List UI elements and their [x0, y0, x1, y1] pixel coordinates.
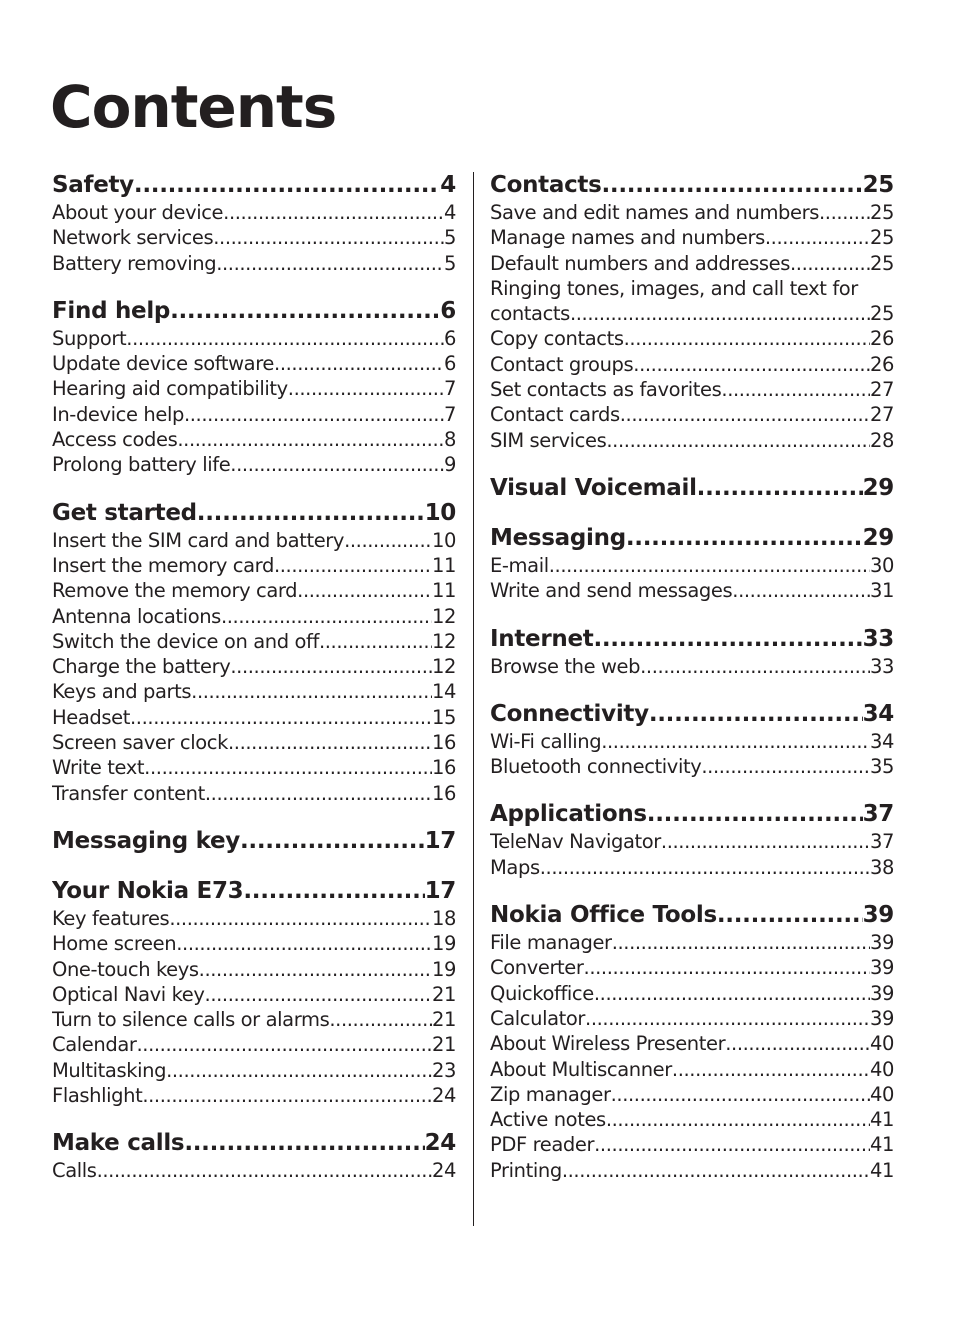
toc-entry-label: File manager — [490, 931, 612, 955]
toc-entry[interactable] — [52, 957, 456, 982]
page-number: 39 — [869, 931, 894, 955]
toc-entry[interactable] — [490, 1107, 894, 1132]
toc-heading[interactable] — [52, 1128, 456, 1158]
toc-entry[interactable] — [490, 377, 894, 402]
dot-leader — [166, 1058, 432, 1083]
toc-entry-label: Update device software — [52, 352, 275, 376]
toc-section — [52, 876, 456, 1108]
toc-heading[interactable] — [52, 170, 456, 200]
toc-left-column — [52, 170, 456, 1204]
toc-entry-label: Optical Navi key — [52, 982, 205, 1006]
toc-entry[interactable] — [52, 931, 456, 956]
dot-leader — [697, 473, 863, 503]
toc-section — [52, 498, 456, 806]
page-number: 39 — [869, 1006, 894, 1030]
toc-entry[interactable] — [52, 654, 456, 679]
page-number: 26 — [869, 327, 894, 351]
dot-leader — [611, 1082, 870, 1107]
page-number: 19 — [431, 957, 456, 981]
page-number: 12 — [431, 629, 456, 653]
toc-heading-label: Your Nokia E73 — [52, 877, 244, 904]
page-number: 27 — [869, 378, 894, 402]
toc-entry[interactable] — [490, 729, 894, 754]
dot-leader — [213, 225, 444, 250]
toc-heading-label: Applications — [490, 801, 647, 828]
toc-entry-wrap-line: Ringing tones, images, and call text for — [490, 276, 858, 300]
toc-entry-label: Active notes — [490, 1108, 606, 1132]
toc-entry[interactable] — [52, 578, 456, 603]
page-number: 28 — [869, 428, 894, 452]
page-number: 24 — [431, 1159, 456, 1183]
page-number: 18 — [431, 906, 456, 930]
page-number: 33 — [862, 625, 894, 652]
toc-entry[interactable] — [490, 1006, 894, 1031]
toc-entry-label: Multitasking — [52, 1058, 167, 1082]
page-number: 25 — [869, 302, 894, 326]
toc-entry-label: Converter — [490, 956, 584, 980]
toc-entry[interactable] — [490, 352, 894, 377]
dot-leader — [344, 528, 432, 553]
toc-entry-label: Flashlight — [52, 1084, 143, 1108]
toc-entry[interactable] — [490, 930, 894, 955]
toc-entry[interactable] — [52, 781, 456, 806]
toc-entry[interactable] — [490, 955, 894, 980]
dot-leader — [221, 604, 432, 629]
page-number: 16 — [431, 781, 456, 805]
dot-leader — [570, 301, 870, 326]
toc-entry[interactable] — [490, 301, 894, 326]
toc-entry-label: Save and edit names and numbers — [490, 201, 819, 224]
dot-leader — [540, 855, 870, 880]
page-number: 7 — [443, 377, 456, 401]
toc-entry[interactable] — [52, 1083, 456, 1108]
toc-entry[interactable] — [52, 982, 456, 1007]
page-number: 15 — [431, 705, 456, 729]
toc-heading-label: Messaging — [490, 524, 626, 551]
page-number: 25 — [869, 201, 894, 224]
page-number: 26 — [869, 352, 894, 376]
dot-leader — [732, 578, 870, 603]
toc-entry-label: Insert the SIM card and battery — [52, 528, 345, 552]
toc-heading[interactable] — [490, 523, 894, 553]
toc-entry-label: contacts — [490, 302, 570, 326]
dot-leader — [170, 296, 440, 326]
toc-entry-label: Prolong battery life — [52, 453, 231, 477]
toc-entry[interactable] — [490, 981, 894, 1006]
toc-entry-label: TeleNav Navigator — [490, 830, 661, 854]
toc-entry-label: Home screen — [52, 932, 177, 956]
page-number: 30 — [869, 553, 894, 577]
dot-leader — [274, 351, 444, 376]
dot-leader — [562, 1158, 870, 1183]
page-number: 19 — [431, 932, 456, 956]
toc-entry[interactable] — [52, 629, 456, 654]
toc-entry[interactable] — [490, 654, 894, 679]
toc-entry-label: One-touch keys — [52, 957, 199, 981]
page-number: 7 — [443, 402, 456, 426]
page-number: 37 — [862, 801, 894, 828]
page-number: 37 — [869, 830, 894, 854]
dot-leader — [243, 876, 424, 906]
toc-right-column — [490, 170, 894, 1203]
toc-entry[interactable] — [490, 1082, 894, 1107]
dot-leader — [602, 170, 863, 200]
page-number: 16 — [431, 731, 456, 755]
toc-entry[interactable] — [490, 326, 894, 351]
toc-entry-label: Keys and parts — [52, 680, 192, 704]
page-number: 6 — [443, 326, 456, 350]
toc-section — [52, 1128, 456, 1183]
page-number: 25 — [869, 251, 894, 275]
page-number: 35 — [869, 755, 894, 779]
dot-leader — [601, 729, 870, 754]
toc-heading[interactable] — [52, 826, 456, 856]
toc-entry-label: Calendar — [52, 1033, 137, 1057]
dot-leader — [223, 200, 444, 225]
dot-leader — [240, 826, 425, 856]
toc-section — [490, 699, 894, 780]
dot-leader — [819, 200, 870, 225]
toc-entry[interactable] — [490, 225, 894, 250]
toc-entry-label: Printing — [490, 1158, 562, 1182]
dot-leader — [790, 251, 870, 276]
toc-heading-label: Nokia Office Tools — [490, 902, 717, 929]
page-number: 9 — [443, 453, 456, 477]
toc-entry-label: Wi-Fi calling — [490, 729, 602, 753]
toc-entry-label: Maps — [490, 855, 540, 879]
toc-entry[interactable] — [490, 829, 894, 854]
toc-entry-label: Remove the memory card — [52, 579, 298, 603]
toc-entry[interactable] — [52, 427, 456, 452]
dot-leader — [717, 900, 863, 930]
dot-leader — [549, 553, 870, 578]
toc-heading-label: Messaging key — [52, 827, 240, 854]
page-number: 14 — [431, 680, 456, 704]
toc-section — [490, 900, 894, 1183]
dot-leader — [205, 781, 432, 806]
dot-leader — [640, 654, 870, 679]
page-number: 38 — [869, 855, 894, 879]
toc-entry-label: E-mail — [490, 553, 549, 577]
toc-section — [52, 296, 456, 478]
dot-leader — [661, 829, 870, 854]
dot-leader — [612, 930, 870, 955]
toc-entry[interactable] — [52, 1007, 456, 1032]
dot-leader — [721, 377, 870, 402]
page-number: 6 — [440, 297, 456, 324]
toc-section — [490, 473, 894, 503]
toc-entry-label: Battery removing — [52, 251, 217, 275]
dot-leader — [594, 1132, 870, 1157]
page-number: 31 — [869, 579, 894, 603]
dot-leader — [633, 352, 870, 377]
toc-entry-label: Antenna locations — [52, 604, 221, 628]
page-number: 11 — [431, 579, 456, 603]
dot-leader — [136, 1032, 432, 1057]
page-number: 39 — [862, 902, 894, 929]
toc-entry-label: Charge the battery — [52, 655, 231, 679]
toc-heading[interactable] — [490, 799, 894, 829]
toc-section — [490, 624, 894, 679]
dot-leader — [199, 957, 432, 982]
toc-entry[interactable] — [490, 578, 894, 603]
toc-entry-label: Contact groups — [490, 352, 634, 376]
toc-section — [52, 826, 456, 856]
page-number: 23 — [431, 1058, 456, 1082]
toc-entry[interactable] — [52, 730, 456, 755]
toc-entry[interactable] — [490, 402, 894, 427]
toc-entry[interactable] — [490, 1158, 894, 1183]
toc-heading[interactable] — [490, 900, 894, 930]
toc-entry[interactable] — [490, 200, 894, 225]
toc-heading-label: Find help — [52, 297, 171, 324]
toc-entry[interactable] — [52, 200, 456, 225]
page-number: 41 — [869, 1133, 894, 1157]
toc-entry-label: Copy contacts — [490, 327, 624, 351]
dot-leader — [585, 1006, 870, 1031]
toc-entry-label: Default numbers and addresses — [490, 251, 790, 275]
dot-leader — [594, 981, 870, 1006]
dot-leader — [624, 326, 870, 351]
dot-leader — [205, 982, 432, 1007]
toc-entry-label: Insert the memory card — [52, 553, 274, 577]
dot-leader — [230, 654, 432, 679]
page-number: 41 — [869, 1108, 894, 1132]
toc-entry-label: Set contacts as favorites — [490, 378, 722, 402]
page-number: 12 — [431, 604, 456, 628]
page-title: Contents — [50, 73, 337, 141]
dot-leader — [649, 699, 863, 729]
page-number: 21 — [431, 1033, 456, 1057]
toc-entry[interactable] — [52, 225, 456, 250]
toc-entry[interactable] — [490, 553, 894, 578]
page-number: 39 — [869, 981, 894, 1005]
toc-heading-label: Safety — [52, 172, 134, 198]
toc-heading[interactable] — [52, 876, 456, 906]
toc-entry[interactable] — [52, 1032, 456, 1057]
toc-entry-label: Write text — [52, 756, 145, 780]
dot-leader — [584, 955, 870, 980]
toc-entry[interactable] — [52, 755, 456, 780]
dot-leader — [230, 452, 444, 477]
page-number: 40 — [869, 1082, 894, 1106]
dot-leader — [176, 931, 432, 956]
toc-entry[interactable] — [490, 754, 894, 779]
dot-leader — [725, 1031, 870, 1056]
dot-leader — [606, 428, 870, 453]
dot-leader — [626, 523, 863, 553]
dot-leader — [184, 402, 444, 427]
toc-entry-label: Write and send messages — [490, 579, 733, 603]
page-number: 4 — [440, 172, 456, 198]
toc-entry[interactable] — [52, 402, 456, 427]
toc-entry-label: Bluetooth connectivity — [490, 755, 702, 779]
dot-leader — [297, 578, 432, 603]
toc-heading-label: Make calls — [52, 1130, 185, 1157]
toc-entry[interactable] — [52, 452, 456, 477]
dot-leader — [701, 754, 870, 779]
dot-leader — [142, 1083, 432, 1108]
toc-entry[interactable] — [490, 1132, 894, 1157]
dot-leader — [329, 1007, 432, 1032]
toc-entry[interactable] — [52, 1158, 456, 1183]
toc-heading-label: Contacts — [490, 172, 602, 198]
page-number: 27 — [869, 403, 894, 427]
dot-leader — [319, 629, 432, 654]
page-number: 16 — [431, 756, 456, 780]
toc-entry-label: PDF reader — [490, 1133, 595, 1157]
toc-entry-label: About Multiscanner — [490, 1057, 672, 1081]
page-number: 40 — [869, 1057, 894, 1081]
toc-entry-label: About Wireless Presenter — [490, 1032, 726, 1056]
toc-entry-label: Browse the web — [490, 654, 641, 678]
toc-heading[interactable] — [52, 296, 456, 326]
dot-leader — [672, 1057, 870, 1082]
toc-entry[interactable] — [490, 251, 894, 276]
toc-entry-label: Contact cards — [490, 403, 620, 427]
dot-leader — [169, 906, 432, 931]
page-number: 10 — [431, 528, 456, 552]
toc-entry-label: Hearing aid compatibility — [52, 377, 288, 401]
page-number: 8 — [443, 428, 456, 452]
dot-leader — [130, 705, 432, 730]
toc-entry-label: Calls — [52, 1159, 97, 1183]
toc-heading[interactable] — [490, 699, 894, 729]
page-number: 34 — [862, 700, 894, 727]
toc-entry-label: In-device help — [52, 402, 184, 426]
toc-heading-label: Get started — [52, 499, 197, 526]
dot-leader — [134, 170, 440, 200]
page-number: 10 — [424, 499, 456, 526]
toc-entry[interactable] — [52, 351, 456, 376]
page-number: 24 — [431, 1084, 456, 1108]
page-number: 29 — [862, 524, 894, 551]
page-number: 12 — [431, 655, 456, 679]
toc-heading[interactable] — [52, 498, 456, 528]
page-number: 40 — [869, 1032, 894, 1056]
dot-leader — [765, 225, 870, 250]
toc-entry-label: Network services — [52, 226, 214, 250]
page-number: 39 — [869, 956, 894, 980]
toc-entry[interactable] — [52, 553, 456, 578]
page-number: 33 — [869, 654, 894, 678]
page-number: 25 — [862, 172, 894, 198]
toc-entry[interactable] — [52, 376, 456, 401]
dot-leader — [593, 624, 862, 654]
toc-section — [52, 170, 456, 276]
toc-entry[interactable] — [52, 326, 456, 351]
toc-entry-label: Manage names and numbers — [490, 226, 765, 250]
toc-entry[interactable] — [490, 1057, 894, 1082]
toc-entry-label: Screen saver clock — [52, 731, 228, 755]
dot-leader — [274, 553, 432, 578]
dot-leader — [216, 251, 444, 276]
dot-leader — [288, 376, 444, 401]
toc-entry-label: Zip manager — [490, 1082, 611, 1106]
toc-heading[interactable] — [490, 473, 894, 503]
toc-entry[interactable] — [52, 705, 456, 730]
toc-entry-label: Access codes — [52, 428, 178, 452]
page-number: 21 — [431, 1008, 456, 1032]
toc-entry-label: Switch the device on and off — [52, 629, 319, 653]
page-number: 25 — [869, 226, 894, 250]
toc-entry[interactable] — [52, 251, 456, 276]
page-number: 17 — [424, 827, 456, 854]
dot-leader — [606, 1107, 870, 1132]
page-number: 6 — [443, 352, 456, 376]
toc-entry-label: Transfer content — [52, 781, 205, 805]
toc-section — [490, 523, 894, 604]
toc-entry[interactable] — [490, 428, 894, 453]
page-number: 4 — [443, 201, 456, 224]
toc-entry-label: About your device — [52, 201, 224, 224]
page-number: 5 — [443, 226, 456, 250]
toc-entry-label: SIM services — [490, 428, 607, 452]
toc-entry-label: Headset — [52, 705, 130, 729]
dot-leader — [126, 326, 444, 351]
toc-heading-label: Internet — [490, 625, 594, 652]
dot-leader — [177, 427, 444, 452]
toc-section — [490, 170, 894, 453]
toc-entry-label: Calculator — [490, 1006, 586, 1030]
toc-entry[interactable] — [490, 855, 894, 880]
dot-leader — [191, 679, 432, 704]
toc-entry[interactable] — [52, 1058, 456, 1083]
toc-heading[interactable] — [490, 624, 894, 654]
toc-entry[interactable] — [52, 906, 456, 931]
dot-leader — [647, 799, 863, 829]
toc-heading-label: Connectivity — [490, 700, 649, 727]
page-number: 17 — [424, 877, 456, 904]
dot-leader — [184, 1128, 424, 1158]
toc-entry-label: Key features — [52, 906, 170, 930]
toc-entry-label: Turn to silence calls or alarms — [52, 1008, 330, 1032]
dot-leader — [620, 402, 870, 427]
page-number: 29 — [862, 474, 894, 501]
toc-entry[interactable] — [490, 1031, 894, 1056]
dot-leader — [197, 498, 425, 528]
toc-entry-label: Support — [52, 326, 127, 350]
page-number: 34 — [869, 729, 894, 753]
toc-entry[interactable] — [52, 679, 456, 704]
page-number: 5 — [443, 251, 456, 275]
toc-entry-label: Quickoffice — [490, 981, 594, 1005]
dot-leader — [97, 1158, 432, 1183]
dot-leader — [228, 730, 432, 755]
toc-entry[interactable] — [52, 604, 456, 629]
column-divider — [473, 172, 474, 1226]
toc-section — [490, 799, 894, 880]
toc-heading[interactable] — [490, 170, 894, 200]
page-number: 21 — [431, 982, 456, 1006]
page-number: 24 — [424, 1130, 456, 1157]
dot-leader — [144, 755, 432, 780]
toc-heading-label: Visual Voicemail — [490, 474, 697, 501]
toc-entry[interactable] — [52, 528, 456, 553]
page-number: 11 — [431, 553, 456, 577]
page-number: 41 — [869, 1158, 894, 1182]
